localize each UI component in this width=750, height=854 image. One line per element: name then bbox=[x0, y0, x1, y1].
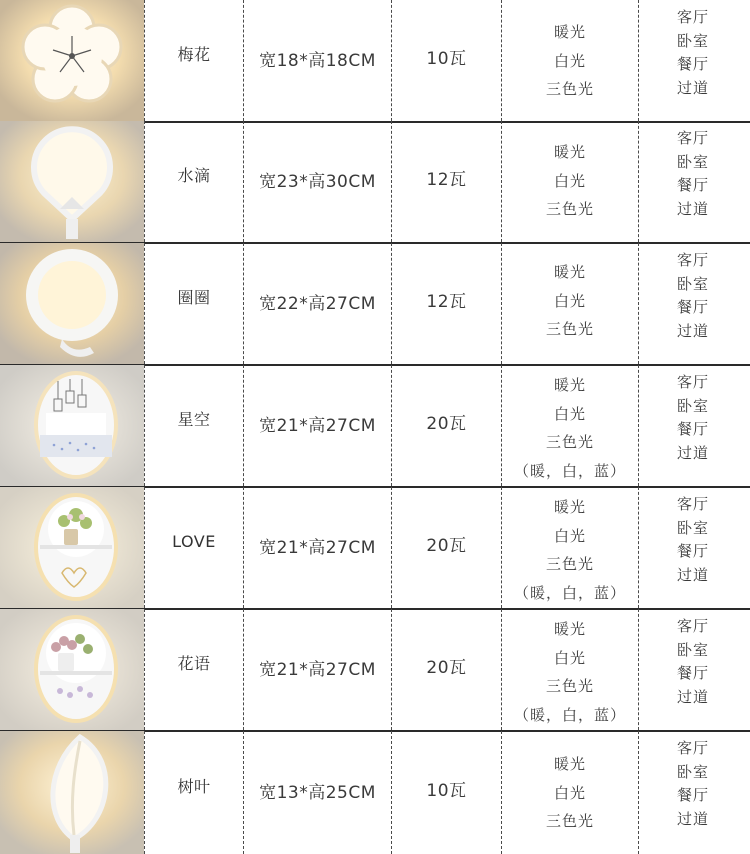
product-name: 梅花 bbox=[177, 44, 211, 64]
size-cell bbox=[243, 365, 391, 486]
light-option: 三色光 bbox=[545, 812, 594, 830]
room-list bbox=[677, 249, 709, 343]
power-cell bbox=[391, 243, 501, 364]
product-photo-cell bbox=[0, 121, 144, 242]
power-cell bbox=[391, 487, 501, 608]
room-item: 客厅 bbox=[677, 251, 710, 269]
light-option: 白光 bbox=[553, 404, 586, 423]
room-item: 过道 bbox=[677, 199, 710, 218]
product-photo-cell bbox=[0, 609, 144, 730]
room-item: 客厅 bbox=[677, 617, 710, 635]
table-row bbox=[0, 365, 750, 488]
room-item: 餐厅 bbox=[677, 664, 710, 682]
flower-words-lamp-icon bbox=[0, 609, 144, 730]
room-item: 客厅 bbox=[677, 373, 710, 391]
light-option: 三色光 bbox=[545, 433, 594, 451]
light-option: 白光 bbox=[553, 783, 586, 802]
room-item: 卧室 bbox=[677, 274, 710, 293]
product-name: 圈圈 bbox=[177, 287, 211, 307]
room-item: 客厅 bbox=[677, 129, 710, 147]
light-cell bbox=[501, 487, 638, 608]
ring-lamp-icon bbox=[0, 243, 144, 364]
light-cell bbox=[501, 0, 638, 121]
product-name: 星空 bbox=[177, 409, 211, 429]
room-list bbox=[677, 737, 709, 831]
power-cell bbox=[391, 0, 501, 121]
product-power: 12瓦 bbox=[426, 169, 467, 190]
table-row bbox=[0, 121, 750, 244]
light-option: （暖，白，蓝） bbox=[513, 461, 626, 480]
table-row bbox=[0, 0, 750, 123]
room-item: 卧室 bbox=[677, 640, 710, 659]
room-item: 过道 bbox=[677, 687, 710, 706]
table-row bbox=[0, 243, 750, 366]
product-size: 宽22*高27CM bbox=[259, 293, 376, 314]
product-photo-cell bbox=[0, 731, 144, 854]
size-cell bbox=[243, 243, 391, 364]
product-size: 宽13*高25CM bbox=[259, 782, 376, 803]
name-cell bbox=[144, 365, 243, 486]
room-item: 餐厅 bbox=[677, 786, 710, 804]
light-option: 三色光 bbox=[545, 320, 594, 338]
flower-lamp-icon bbox=[0, 0, 144, 121]
leaf-lamp-icon bbox=[0, 731, 144, 854]
room-item: 客厅 bbox=[677, 739, 710, 757]
light-option: 白光 bbox=[553, 526, 586, 545]
product-size: 宽18*高18CM bbox=[259, 50, 376, 71]
room-cell bbox=[638, 121, 750, 242]
light-cell bbox=[501, 731, 638, 854]
room-item: 餐厅 bbox=[677, 176, 710, 194]
size-cell bbox=[243, 121, 391, 242]
starry-lamp-icon bbox=[0, 365, 144, 486]
light-option: 白光 bbox=[553, 51, 586, 70]
room-list bbox=[677, 127, 709, 221]
room-cell bbox=[638, 243, 750, 364]
room-item: 餐厅 bbox=[677, 420, 710, 438]
product-photo-cell bbox=[0, 0, 144, 121]
product-name: 水滴 bbox=[177, 165, 211, 185]
room-item: 过道 bbox=[677, 809, 710, 828]
light-options bbox=[502, 615, 638, 729]
product-size: 宽21*高27CM bbox=[259, 659, 376, 680]
room-list bbox=[677, 371, 709, 465]
room-item: 过道 bbox=[677, 443, 710, 462]
room-item: 卧室 bbox=[677, 396, 710, 415]
light-option: 白光 bbox=[553, 648, 586, 667]
name-cell bbox=[144, 0, 243, 121]
light-option: 暖光 bbox=[553, 755, 586, 773]
light-cell bbox=[501, 365, 638, 486]
room-item: 餐厅 bbox=[677, 542, 710, 560]
light-option: 暖光 bbox=[553, 23, 586, 41]
light-options bbox=[502, 18, 638, 104]
power-cell bbox=[391, 365, 501, 486]
room-item: 过道 bbox=[677, 321, 710, 340]
product-power: 20瓦 bbox=[426, 657, 467, 678]
light-option: 暖光 bbox=[553, 263, 586, 281]
light-option: 白光 bbox=[553, 171, 586, 190]
light-option: 暖光 bbox=[553, 620, 586, 638]
product-power: 12瓦 bbox=[426, 291, 467, 312]
light-option: 三色光 bbox=[545, 80, 594, 98]
name-cell bbox=[144, 731, 243, 854]
light-option: 白光 bbox=[553, 291, 586, 310]
room-cell bbox=[638, 487, 750, 608]
room-item: 过道 bbox=[677, 565, 710, 584]
table-row bbox=[0, 731, 750, 854]
light-options bbox=[502, 258, 638, 344]
light-option: 三色光 bbox=[545, 677, 594, 695]
light-options bbox=[502, 371, 638, 485]
room-item: 卧室 bbox=[677, 152, 710, 171]
product-power: 10瓦 bbox=[426, 780, 467, 801]
light-option: （暖，白，蓝） bbox=[513, 705, 626, 724]
product-power: 20瓦 bbox=[426, 535, 467, 556]
room-cell bbox=[638, 609, 750, 730]
room-cell bbox=[638, 731, 750, 854]
name-cell bbox=[144, 609, 243, 730]
power-cell bbox=[391, 121, 501, 242]
table-row bbox=[0, 609, 750, 732]
product-photo-cell bbox=[0, 243, 144, 364]
product-size: 宽21*高27CM bbox=[259, 415, 376, 436]
size-cell bbox=[243, 487, 391, 608]
room-item: 餐厅 bbox=[677, 298, 710, 316]
table-row bbox=[0, 487, 750, 610]
size-cell bbox=[243, 609, 391, 730]
product-name: 花语 bbox=[177, 653, 211, 673]
room-cell bbox=[638, 365, 750, 486]
product-power: 20瓦 bbox=[426, 413, 467, 434]
room-item: 卧室 bbox=[677, 762, 710, 781]
product-size: 宽21*高27CM bbox=[259, 537, 376, 558]
room-cell bbox=[638, 0, 750, 121]
power-cell bbox=[391, 609, 501, 730]
size-cell bbox=[243, 0, 391, 121]
room-list bbox=[677, 615, 709, 709]
name-cell bbox=[144, 487, 243, 608]
room-item: 餐厅 bbox=[677, 55, 710, 73]
light-option: 三色光 bbox=[545, 555, 594, 573]
love-lamp-icon bbox=[0, 487, 144, 608]
room-item: 卧室 bbox=[677, 518, 710, 537]
light-options bbox=[502, 493, 638, 607]
power-cell bbox=[391, 731, 501, 854]
product-photo-cell bbox=[0, 365, 144, 486]
name-cell bbox=[144, 121, 243, 242]
light-option: 暖光 bbox=[553, 143, 586, 161]
room-item: 客厅 bbox=[677, 495, 710, 513]
product-name: LOVE bbox=[172, 531, 216, 551]
light-cell bbox=[501, 121, 638, 242]
product-photo-cell bbox=[0, 487, 144, 608]
light-option: 暖光 bbox=[553, 498, 586, 516]
product-name: 树叶 bbox=[177, 776, 211, 796]
room-item: 客厅 bbox=[677, 8, 710, 26]
waterdrop-lamp-icon bbox=[0, 121, 144, 242]
size-cell bbox=[243, 731, 391, 854]
light-cell bbox=[501, 609, 638, 730]
light-options bbox=[502, 138, 638, 224]
light-cell bbox=[501, 243, 638, 364]
light-option: （暖，白，蓝） bbox=[513, 583, 626, 602]
light-option: 三色光 bbox=[545, 200, 594, 218]
light-option: 暖光 bbox=[553, 376, 586, 394]
room-item: 过道 bbox=[677, 78, 710, 97]
light-options bbox=[502, 750, 638, 836]
room-item: 卧室 bbox=[677, 31, 710, 50]
product-power: 10瓦 bbox=[426, 48, 467, 69]
product-size: 宽23*高30CM bbox=[259, 171, 376, 192]
room-list bbox=[677, 493, 709, 587]
room-list bbox=[677, 6, 709, 100]
name-cell bbox=[144, 243, 243, 364]
